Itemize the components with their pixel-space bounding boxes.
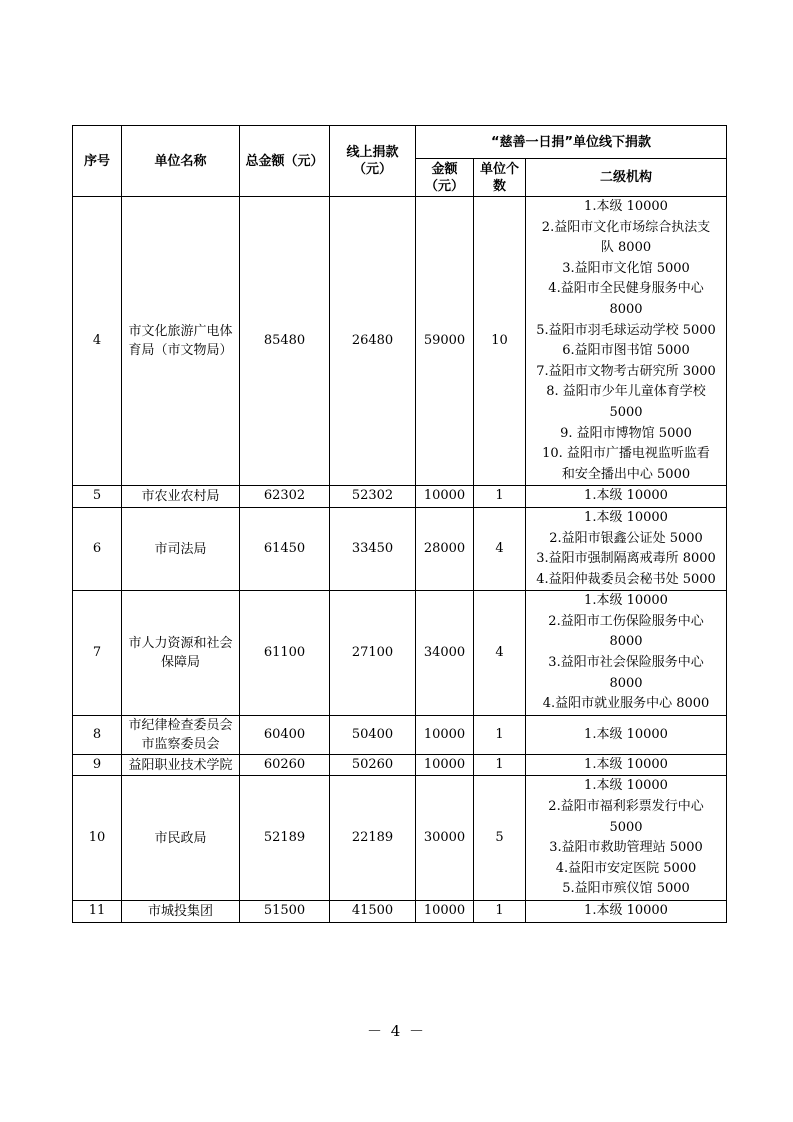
cell-total-amount: 60400 — [240, 715, 330, 754]
cell-seq: 6 — [73, 507, 122, 590]
cell-unit-count: 1 — [474, 715, 526, 754]
cell-online-donation: 41500 — [330, 901, 416, 923]
cell-online-donation: 33450 — [330, 507, 416, 590]
cell-online-donation: 50400 — [330, 715, 416, 754]
cell-sub-org-list — [526, 776, 727, 901]
header-total-amount: 总金额（元） — [240, 126, 330, 197]
sub-org-line: 和安全播出中心 5000 — [561, 466, 691, 482]
sub-org-line: 8000 — [609, 301, 643, 317]
cell-unit-name: 市司法局 — [122, 507, 240, 590]
cell-unit-count: 4 — [474, 507, 526, 590]
cell-unit-name: 市城投集团 — [122, 901, 240, 923]
sub-org-line: 3.益阳市社会保险服务中心 — [548, 655, 704, 671]
header-unit-count: 单位个数 — [474, 159, 526, 197]
sub-org-line: 1.本级 10000 — [584, 488, 668, 504]
sub-org-line: 2.益阳市工伤保险服务中心 — [548, 613, 704, 629]
sub-org-line: 1.本级 10000 — [584, 903, 668, 918]
cell-unit-name: 市人力资源和社会保障局 — [122, 591, 240, 716]
cell-unit-count: 5 — [474, 776, 526, 901]
cell-sub-org-list — [526, 197, 727, 486]
sub-org-line: 1.本级 10000 — [584, 756, 668, 772]
cell-sub-org-list — [526, 486, 727, 508]
cell-online-donation: 50260 — [330, 754, 416, 776]
sub-org-line: 5000 — [609, 404, 643, 420]
sub-org-line: 4.益阳市全民健身服务中心 — [548, 281, 704, 297]
table-row — [73, 591, 727, 716]
cell-unit-count: 1 — [474, 754, 526, 776]
table-body — [73, 197, 727, 923]
sub-org-line: 队 8000 — [600, 240, 652, 256]
cell-unit-count: 1 — [474, 486, 526, 508]
sub-org-line: 10. 益阳市广播电视监听监看 — [542, 446, 710, 462]
sub-org-line: 1.本级 10000 — [584, 726, 668, 742]
cell-seq: 8 — [73, 715, 122, 754]
cell-sub-org-list — [526, 715, 727, 754]
header-offline-group: “慈善一日捐”单位线下捐款 — [416, 126, 727, 159]
sub-org-line: 4.益阳仲裁委员会秘书处 5000 — [536, 571, 716, 587]
cell-offline-amount: 10000 — [416, 715, 474, 754]
header-sub-org: 二级机构 — [526, 159, 727, 197]
cell-online-donation: 27100 — [330, 591, 416, 716]
cell-sub-org-list — [526, 754, 727, 776]
cell-online-donation: 22189 — [330, 776, 416, 901]
table-row — [73, 901, 727, 923]
table-row — [73, 776, 727, 901]
cell-sub-org-list — [526, 591, 727, 716]
sub-org-line: 5.益阳市殡仪馆 5000 — [562, 881, 690, 897]
sub-org-line: 8000 — [609, 634, 643, 650]
cell-seq: 11 — [73, 901, 122, 923]
cell-offline-amount: 10000 — [416, 901, 474, 923]
sub-org-line: 1.本级 10000 — [584, 778, 668, 794]
cell-offline-amount: 10000 — [416, 754, 474, 776]
header-offline-amount: 金额（元） — [416, 159, 474, 197]
cell-unit-count: 4 — [474, 591, 526, 716]
cell-unit-name: 市文化旅游广电体育局（市文物局） — [122, 197, 240, 486]
cell-total-amount: 60260 — [240, 754, 330, 776]
table-row — [73, 507, 727, 590]
table-row — [73, 715, 727, 754]
sub-org-line: 4.益阳市就业服务中心 8000 — [542, 696, 710, 712]
page-number: － 4 － — [366, 1022, 427, 1040]
header-unit-name: 单位名称 — [122, 126, 240, 197]
sub-org-line: 4.益阳市安定医院 5000 — [555, 860, 697, 876]
sub-org-line: 7.益阳市文物考古研究所 3000 — [536, 363, 716, 379]
cell-offline-amount: 28000 — [416, 507, 474, 590]
cell-seq: 7 — [73, 591, 122, 716]
sub-org-line: 2.益阳市银鑫公证处 5000 — [549, 530, 703, 546]
cell-total-amount: 85480 — [240, 197, 330, 486]
cell-seq: 5 — [73, 486, 122, 508]
cell-unit-count: 10 — [474, 197, 526, 486]
sub-org-line: 3.益阳市文化馆 5000 — [562, 260, 690, 276]
header-seq: 序号 — [73, 126, 122, 197]
donation-table — [72, 125, 727, 923]
sub-org-line: 2.益阳市福利彩票发行中心 — [548, 799, 704, 815]
cell-total-amount: 51500 — [240, 901, 330, 923]
header-online-donation: 线上捐款（元） — [330, 126, 416, 197]
cell-unit-name: 市民政局 — [122, 776, 240, 901]
table-row — [73, 754, 727, 776]
cell-total-amount: 61100 — [240, 591, 330, 716]
cell-online-donation: 26480 — [330, 197, 416, 486]
cell-total-amount: 61450 — [240, 507, 330, 590]
cell-online-donation: 52302 — [330, 486, 416, 508]
sub-org-line: 8000 — [609, 675, 643, 691]
cell-sub-org-list — [526, 901, 727, 923]
sub-org-line: 5.益阳市羽毛球运动学校 5000 — [536, 322, 716, 338]
sub-org-line: 2.益阳市文化市场综合执法支 — [541, 219, 711, 235]
cell-seq: 4 — [73, 197, 122, 486]
table-row — [73, 197, 727, 486]
cell-seq: 9 — [73, 754, 122, 776]
sub-org-line: 8. 益阳市少年儿童体育学校 — [546, 384, 706, 400]
sub-org-line: 3.益阳市救助管理站 5000 — [549, 840, 703, 856]
cell-total-amount: 62302 — [240, 486, 330, 508]
cell-unit-count: 1 — [474, 901, 526, 923]
cell-unit-name: 益阳职业技术学院 — [122, 754, 240, 776]
table-row — [73, 486, 727, 508]
cell-unit-name: 市纪律检查委员会市监察委员会 — [122, 715, 240, 754]
cell-offline-amount: 34000 — [416, 591, 474, 716]
sub-org-line: 1.本级 10000 — [584, 509, 668, 525]
sub-org-line: 1.本级 10000 — [584, 199, 668, 214]
sub-org-line: 6.益阳市图书馆 5000 — [562, 343, 690, 359]
cell-seq: 10 — [73, 776, 122, 901]
cell-offline-amount: 30000 — [416, 776, 474, 901]
sub-org-line: 1.本级 10000 — [584, 593, 668, 609]
sub-org-line: 3.益阳市强制隔离戒毒所 8000 — [536, 551, 716, 567]
sub-org-line: 5000 — [609, 819, 643, 835]
sub-org-line: 9. 益阳市博物馆 5000 — [560, 425, 692, 441]
cell-unit-name: 市农业农村局 — [122, 486, 240, 508]
cell-offline-amount: 10000 — [416, 486, 474, 508]
cell-total-amount: 52189 — [240, 776, 330, 901]
cell-offline-amount: 59000 — [416, 197, 474, 486]
cell-sub-org-list — [526, 507, 727, 590]
